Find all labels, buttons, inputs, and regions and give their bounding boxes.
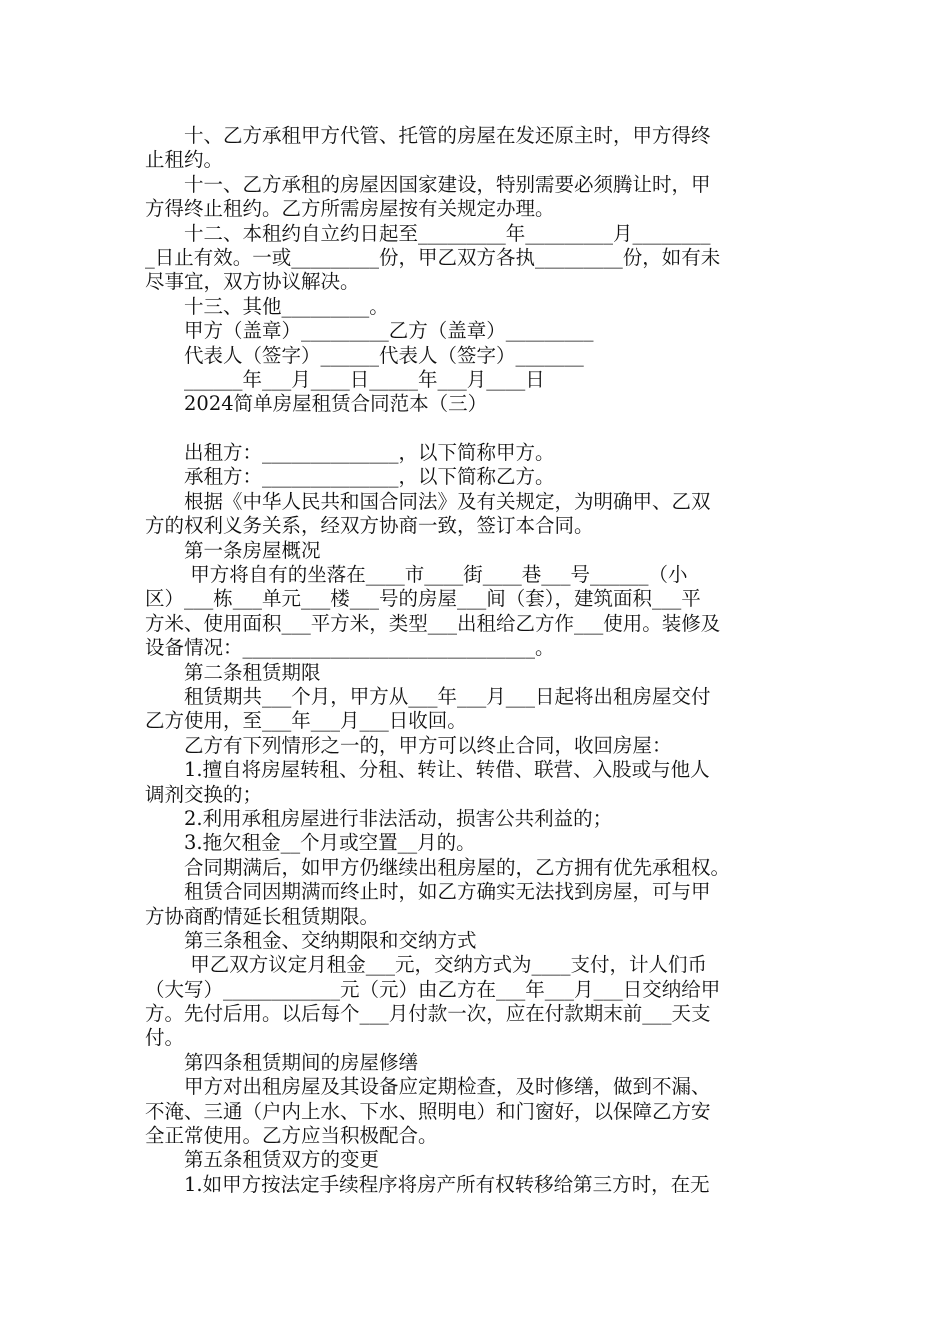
article-2-item-2: 2.利用承租房屋进行非法活动，损害公共利益的； — [145, 806, 613, 830]
article-2-line-5: 租赁合同因期满而终止时，如乙方确实无法找到房屋，可与甲 — [145, 880, 711, 904]
preamble-line-1: 根据《中华人民共和国合同法》及有关规定，为明确甲、乙双 — [145, 489, 711, 513]
article-3-line-1: 甲乙双方议定月租金___元，交纳方式为____支付，计人们币 — [145, 953, 707, 977]
article-1-line-1: 甲方将自有的坐落在____市____街____巷___号______（小 — [145, 563, 688, 587]
article-3-line-2: （大写）____________元（元）由乙方在___年___月___日交纳给甲 — [145, 977, 721, 1001]
lessee-line: 承租方：______________，以下简称乙方。 — [145, 465, 555, 489]
article-2-line-2: 乙方使用，至___年___月___日收回。 — [145, 709, 467, 733]
clause-12-line-3: 尽事宜，双方协议解决。 — [145, 270, 360, 294]
article-2-line-1: 租赁期共___个月，甲方从___年___月___日起将出租房屋交付 — [145, 684, 711, 708]
article-2-line-3: 乙方有下列情形之一的，甲方可以终止合同，收回房屋： — [145, 733, 672, 757]
article-2-line-6: 方协商酌情延长租赁期限。 — [145, 904, 380, 928]
article-3-line-3: 方。先付后用。以后每个___月付款一次，应在付款期末前___天支 — [145, 1002, 711, 1026]
article-4-line-3: 全正常使用。乙方应当积极配合。 — [145, 1124, 438, 1148]
clause-10-line-2: 止租约。 — [145, 148, 224, 172]
section-title: 2024简单房屋租赁合同范本（三） — [145, 392, 488, 416]
article-5-line-1: 1.如甲方按法定手续程序将房产所有权转移给第三方时，在无 — [145, 1172, 710, 1196]
clause-11-line-1: 十一、乙方承租的房屋因国家建设，特别需要必须腾让时，甲 — [145, 172, 711, 196]
party-seal-line: 甲方（盖章）_________乙方（盖章）_________ — [145, 319, 594, 343]
article-2-line-4: 合同期满后，如甲方仍继续出租房屋的，乙方拥有优先承租权。 — [145, 855, 731, 879]
article-2-item-1-line-1: 1.擅自将房屋转租、分租、转让、转借、联营、入股或与他人 — [145, 758, 710, 782]
clause-11-line-2: 方得终止租约。乙方所需房屋按有关规定办理。 — [145, 197, 555, 221]
article-1-line-3: 方米、使用面积___平方米，类型___出租给乙方作___使用。装修及 — [145, 611, 721, 635]
article-4-heading: 第四条租赁期间的房屋修缮 — [145, 1050, 419, 1074]
clause-12-line-2: _日止有效。一或_________份，甲乙双方各执_________份，如有未 — [145, 245, 721, 269]
blank-line — [145, 417, 810, 441]
clause-13: 十三、其他_________。 — [145, 294, 389, 318]
contract-document — [145, 124, 810, 1197]
lessor-line: 出租方：______________，以下简称甲方。 — [145, 441, 555, 465]
preamble-line-2: 方的权利义务关系，经双方协商一致，签订本合同。 — [145, 514, 594, 538]
article-2-item-3: 3.拖欠租金__个月或空置__月的。 — [145, 831, 476, 855]
article-5-heading: 第五条租赁双方的变更 — [145, 1148, 380, 1172]
article-1-line-4: 设备情况：______________________________。 — [145, 636, 555, 660]
signing-date-line: ______年___月____日_____年___月____日 — [145, 367, 545, 391]
article-3-heading: 第三条租金、交纳期限和交纳方式 — [145, 928, 477, 952]
article-1-heading: 第一条房屋概况 — [145, 538, 321, 562]
article-1-line-2: 区）___栋___单元___楼___号的房屋___间（套），建筑面积___平 — [145, 587, 701, 611]
article-4-line-1: 甲方对出租房屋及其设备应定期检查，及时修缮，做到不漏、 — [145, 1075, 711, 1099]
article-4-line-2: 不淹、三通（户内上水、下水、照明电）和门窗好，以保障乙方安 — [145, 1099, 711, 1123]
article-3-line-4: 付。 — [145, 1026, 185, 1050]
article-2-item-1-line-2: 调剂交换的； — [145, 782, 263, 806]
article-2-heading: 第二条租赁期限 — [145, 660, 321, 684]
clause-12-line-1: 十二、本租约自立约日起至_________年_________月________ — [145, 221, 711, 245]
representative-signature-line: 代表人（签字）______代表人（签字）_______ — [145, 343, 584, 367]
clause-10-line-1: 十、乙方承租甲方代管、托管的房屋在发还原主时，甲方得终 — [145, 124, 711, 147]
